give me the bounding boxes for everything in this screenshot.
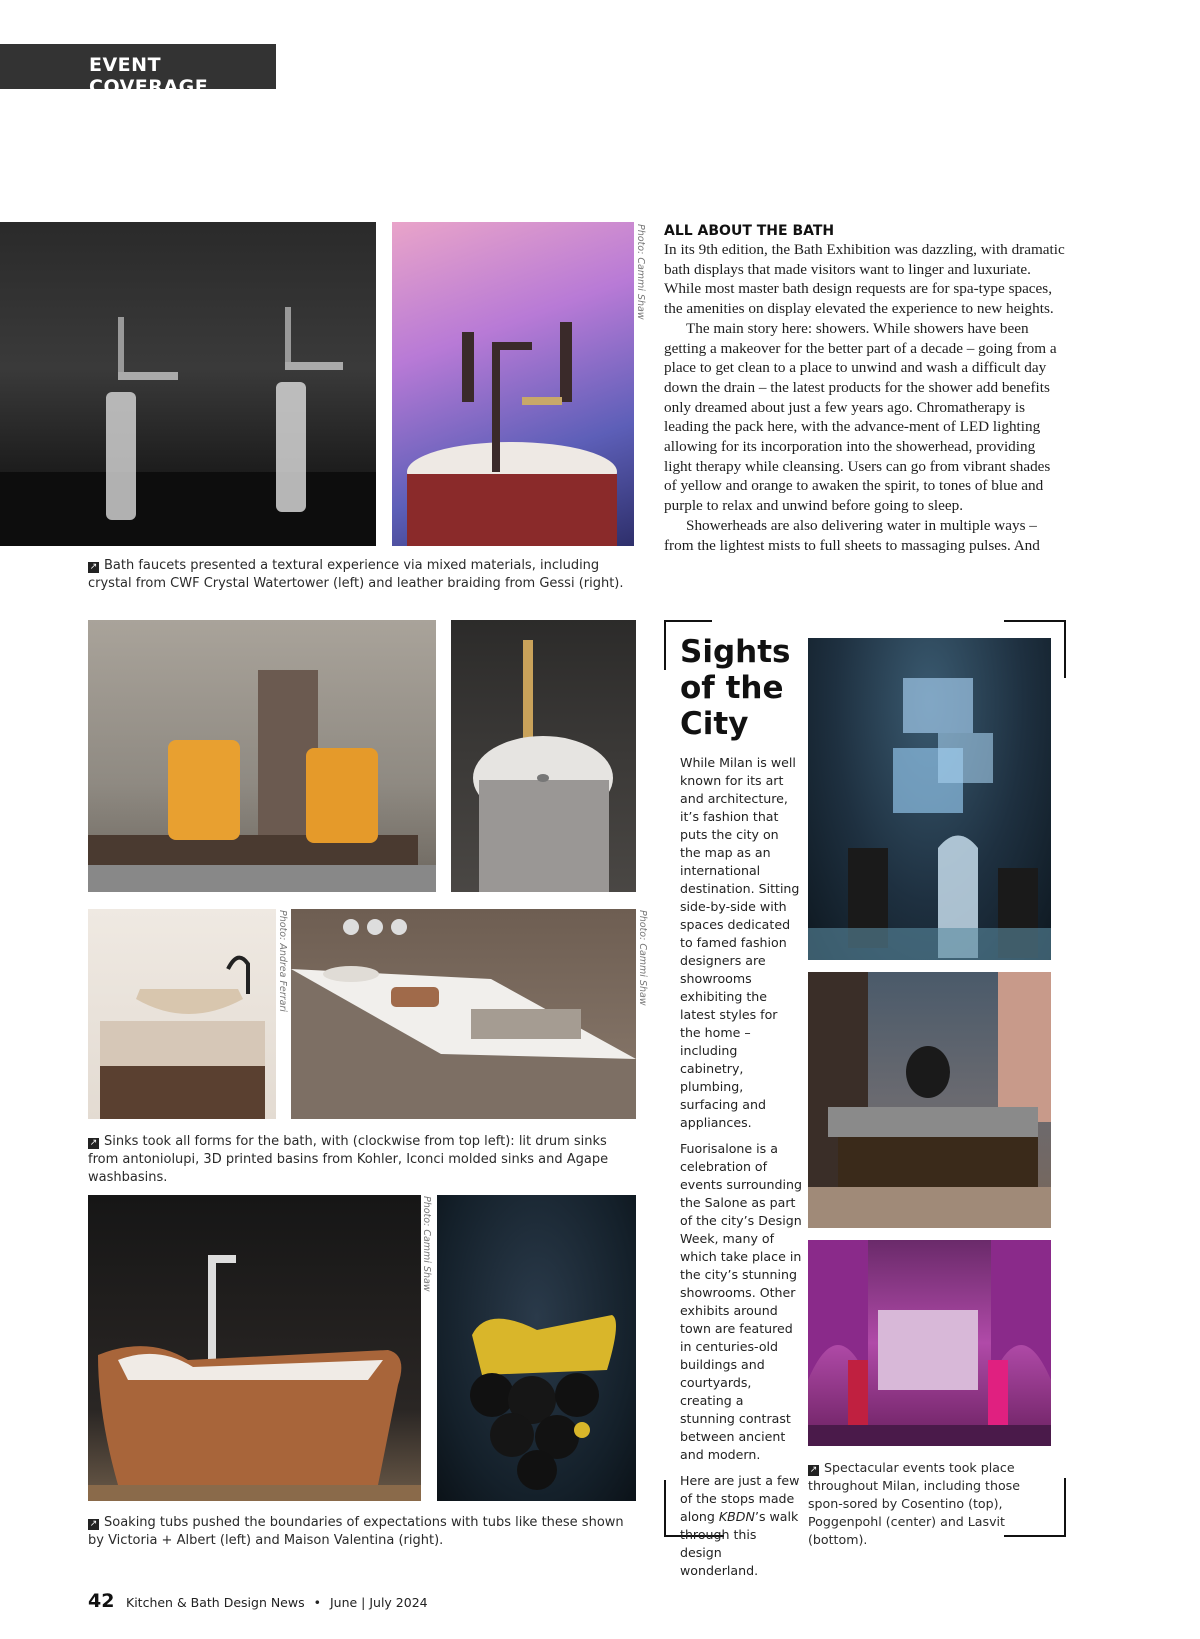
photo-molded-sink: [88, 909, 276, 1119]
box-corner-line: [1004, 620, 1066, 622]
sidebar-body: [680, 754, 802, 1588]
article-bath: [664, 222, 1066, 555]
photo-credit: Photo: Cammi Shaw: [421, 1196, 432, 1292]
photo-arrow-icon: ↗: [89, 1519, 98, 1529]
sidebar-paragraph: Here are just a few of the stops made along KBDN’s walk through this design wonderland.: [680, 1473, 800, 1578]
caption-sinks: ↗ Sinks took all forms for the bath, with (clockwise from top left): lit drum sinks from antoniolupi, 3D printed basins from Kohler, Iconci molded sinks and Agape washbasins.: [88, 1134, 609, 1185]
faucet-illustration: [0, 222, 376, 546]
photo-credit: Photo: Cammi Shaw: [635, 224, 646, 320]
sidebar-paragraph: Fuorisalone is a celebration of events surrounding the Salone as part of the city’s Design Week, many of which take place in the city’s stunning showrooms. Other exhibits around town are featured in centuries-old buildings and courtyards, creating a stunning contrast between ancient and modern.: [680, 1141, 802, 1462]
basin-illustration: [451, 620, 636, 892]
photo-courtyard-event: [808, 1240, 1051, 1446]
sink-illustration: [88, 909, 276, 1119]
box-corner-line: [664, 620, 666, 670]
tub-illustration: [88, 1195, 421, 1501]
photo-printed-basin: [451, 620, 636, 892]
sink-illustration: [88, 620, 436, 892]
photo-lit-drum-sinks: [88, 620, 436, 892]
article-heading: ALL ABOUT THE BATH: [664, 223, 835, 239]
photo-arrow-icon: ↗: [89, 1138, 98, 1148]
event-illustration: [808, 1240, 1051, 1446]
caption-faucets: ↗ Bath faucets presented a textural experience via mixed materials, including crystal from CWF Crystal Watertower (left) and leather braiding from Gessi (right).: [88, 558, 624, 591]
event-illustration: [808, 972, 1051, 1228]
photo-copper-tub: [88, 1195, 421, 1501]
caption-tubs: ↗ Soaking tubs pushed the boundaries of expectations with tubs like these shown by Victoria + Albert (left) and Maison Valentina (right).: [88, 1515, 624, 1548]
faucet-illustration: [392, 222, 634, 546]
photo-crystal-faucets: [0, 222, 376, 546]
photo-credit: Photo: Cammi Shaw: [637, 910, 648, 1006]
section-label: EVENT COVERAGE: [89, 54, 209, 98]
photo-kitchen-event: [808, 972, 1051, 1228]
box-corner-line: [1064, 1478, 1066, 1537]
footer-publication: Kitchen & Bath Design News • June | July 2024: [126, 1595, 428, 1610]
bullet-separator: •: [313, 1595, 321, 1610]
photo-gold-tub: [437, 1195, 636, 1501]
photo-theater-event: [808, 638, 1051, 960]
article-paragraph: Showerheads are also delivering water in multiple ways – from the lightest mists to full sheets to massaging pulses. And: [664, 516, 1040, 554]
event-illustration: [808, 638, 1051, 960]
sidebar-paragraph: While Milan is well known for its art and architecture, it’s fashion that puts the city on the map as an international destination. Sitting side-by-side with spaces dedicated to famed fashion designers are showrooms exhibiting the latest styles for the home – including cabinetry, plumbing, surfacing and appliances.: [680, 755, 800, 1130]
photo-leather-faucets: [392, 222, 634, 546]
photo-washbasins: [291, 909, 636, 1119]
sidebar-title: Sights of the City: [680, 634, 791, 742]
page-number: 42: [88, 1590, 115, 1612]
box-corner-line: [1064, 620, 1066, 678]
tub-illustration: [437, 1195, 636, 1501]
box-corner-line: [664, 620, 712, 622]
box-corner-line: [664, 1480, 666, 1537]
article-paragraph: The main story here: showers. While showers have been getting a makeover for the better part of a decade – going from a place to get clean to a place to unwind and wash a difficult day down the drain – the latest products for the shower add benefits only dreamed about just a few years ago. Chromatherapy is leading the pack here, with the advance-ment of LED lighting allowing for its incorporation into the showerhead, providing light therapy while cleansing. Users can go from vibrant shades of yellow and orange to awaken the spirit, to tones of blue and purple to relax and unwind before going to sleep.: [664, 319, 1057, 515]
basin-illustration: [291, 909, 636, 1119]
photo-credit: Photo: Andrea Ferrari: [277, 910, 288, 1012]
photo-arrow-icon: ↗: [809, 1465, 818, 1475]
article-paragraph: In its 9th edition, the Bath Exhibition was dazzling, with dramatic bath displays that made visitors want to linger and luxuriate. While most master bath design requests are for spa-type spaces, the amenities on display elevated the experience to new heights.: [664, 241, 1065, 318]
caption-events: ↗ Spectacular events took place throughout Milan, including those spon-sored by Cosentino (top), Poggenpohl (center) and Lasvit (bottom).: [808, 1460, 1020, 1547]
photo-arrow-icon: ↗: [89, 562, 98, 572]
section-tab: [0, 44, 276, 98]
